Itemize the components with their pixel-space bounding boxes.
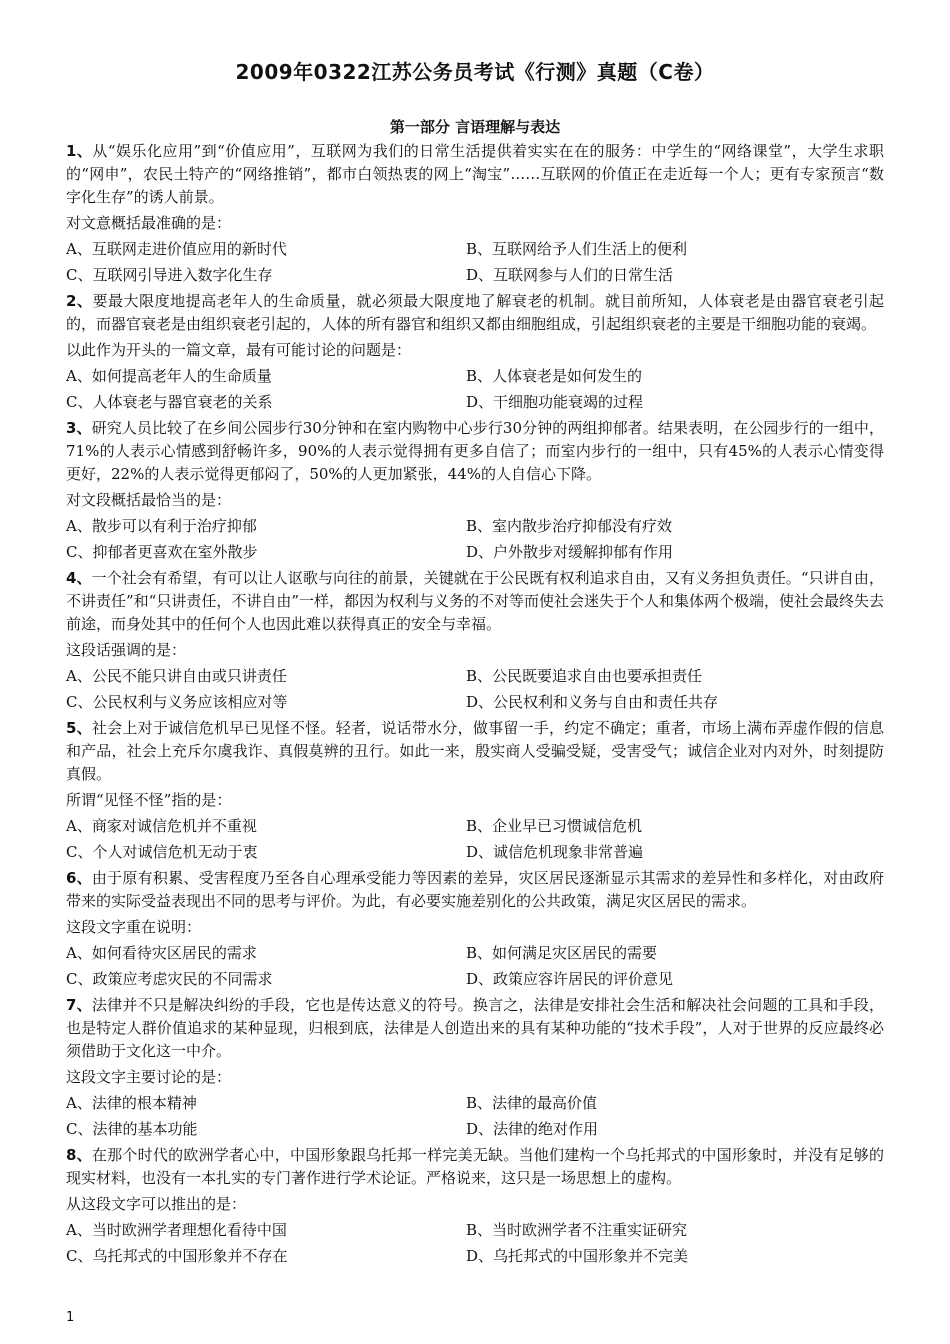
question-1 [66, 140, 884, 287]
option-b: B、室内散步治疗抑郁没有疗效 [466, 517, 673, 535]
question-text: 在那个时代的欧洲学者心中，中国形象跟乌托邦一样完美无缺。当他们建构一个乌托邦式的中国形象时，并没有足够的现实材料，也没有一本扎实的专门著作进行学术论证。严格说来，这只是一场思想上的虚构。 [66, 1146, 885, 1187]
question-stem [66, 1144, 884, 1190]
option-c: C、乌托邦式的中国形象并不存在 [66, 1247, 288, 1265]
question-7 [66, 994, 884, 1141]
option-b: B、企业早已习惯诚信危机 [466, 817, 643, 835]
option-a: A、商家对诚信危机并不重视 [66, 817, 257, 835]
option-b: B、互联网给予人们生活上的便利 [466, 240, 688, 258]
question-prompt: 这段文字主要讨论的是： [66, 1068, 232, 1086]
section-title: 第一部分 言语理解与表达 [389, 118, 561, 136]
question-stem [66, 567, 884, 636]
option-b: B、当时欧洲学者不注重实证研究 [466, 1221, 688, 1239]
option-d: D、法律的绝对作用 [466, 1120, 599, 1138]
option-d: D、乌托邦式的中国形象并不完美 [466, 1247, 689, 1265]
option-d: D、政策应容许居民的评价意见 [466, 970, 674, 988]
question-stem [66, 717, 884, 786]
question-number: 4、 [66, 569, 92, 587]
question-prompt: 所谓“见怪不怪”指的是： [66, 791, 232, 809]
question-6 [66, 867, 884, 991]
question-stem [66, 417, 884, 486]
option-b: B、如何满足灾区居民的需要 [466, 944, 658, 962]
option-c: C、抑郁者更喜欢在室外散步 [66, 543, 258, 561]
page-number: 1 [66, 1310, 75, 1325]
option-b: B、人体衰老是如何发生的 [466, 367, 643, 385]
question-stem [66, 994, 884, 1063]
option-d: D、公民权利和义务与自由和责任共存 [466, 693, 719, 711]
question-text: 研究人员比较了在乡间公园步行30分钟和在室内购物中心步行30分钟的两组抑郁者。结果表明，在公园步行的一组中，71%的人表示心情感到舒畅许多，90%的人表示觉得拥有更多自信了；而室内步行的一组中，只有45%的人表示心情变得更好，22%的人表示觉得更郁闷了，50%的人更加紧张，44%的人自信心下降。 [66, 419, 884, 483]
question-stem [66, 140, 884, 209]
question-text: 一个社会有希望，有可以让人讴歌与向往的前景，关键就在于公民既有权利追求自由，又有义务担负责任。“只讲自由，不讲责任”和“只讲责任，不讲自由”一样，都因为权利与义务的不对等而使社会迷失于个人和集体两个极端，使社会最终失去前途，而身处其中的任何个人也因此难以获得真正的安全与幸福。 [66, 569, 885, 633]
question-text: 法律并不只是解决纠纷的手段，它也是传达意义的符号。换言之，法律是安排社会生活和解决社会问题的工具和手段，也是特定人群价值追求的某种显现，归根到底，法律是人创造出来的具有某种功能的“技术手段”，人对于世界的反应最终必须借助于文化这一中介。 [66, 996, 885, 1060]
option-d: D、干细胞功能衰竭的过程 [466, 393, 644, 411]
question-text: 由于原有积累、受害程度乃至各自心理承受能力等因素的差异，灾区居民逐渐显示其需求的差异性和多样化，对由政府带来的实际受益表现出不同的思考与评价。为此，有必要实施差别化的公共政策，满足灾区居民的需求。 [66, 869, 885, 910]
options-grid [66, 942, 884, 991]
question-3 [66, 417, 884, 564]
option-c: C、个人对诚信危机无动于衷 [66, 843, 258, 861]
option-c: C、互联网引导进入数字化生存 [66, 266, 273, 284]
question-prompt: 对文意概括最准确的是： [66, 214, 232, 232]
option-b: B、法律的最高价值 [466, 1094, 598, 1112]
option-c: C、法律的基本功能 [66, 1120, 198, 1138]
question-list [66, 140, 884, 1271]
question-8 [66, 1144, 884, 1268]
options-grid [66, 815, 884, 864]
document-title: 2009年0322江苏公务员考试《行测》真题（C卷） [235, 60, 715, 84]
options-grid [66, 665, 884, 714]
option-a: A、互联网走进价值应用的新时代 [66, 240, 287, 258]
question-text: 从“娱乐化应用”到“价值应用”，互联网为我们的日常生活提供着实实在在的服务：中学生的“网络课堂”，大学生求职的“网申”，农民土特产的“网络推销”，都市白领热衷的网上“淘宝”……互联网的价值正在走近每一个人；更有专家预言“数字化生存”的诱人前景。 [66, 142, 884, 206]
question-prompt: 这段话强调的是： [66, 641, 187, 659]
option-c: C、政策应考虑灾民的不同需求 [66, 970, 273, 988]
question-number: 5、 [66, 719, 92, 737]
options-grid [66, 365, 884, 414]
question-prompt: 对文段概括最恰当的是： [66, 491, 232, 509]
options-grid [66, 1092, 884, 1141]
question-text: 要最大限度地提高老年人的生命质量，就必须最大限度地了解衰老的机制。就目前所知，人体衰老是由器官衰老引起的，而器官衰老是由组织衰老引起的，人体的所有器官和组织又都由细胞组成，引起组织衰老的主要是干细胞功能的衰竭。 [66, 292, 884, 333]
question-prompt: 这段文字重在说明： [66, 918, 202, 936]
option-a: A、公民不能只讲自由或只讲责任 [66, 667, 287, 685]
option-c: C、公民权利与义务应该相应对等 [66, 693, 288, 711]
question-4 [66, 567, 884, 714]
option-a: A、如何看待灾区居民的需求 [66, 944, 257, 962]
question-number: 2、 [66, 292, 93, 310]
option-d: D、诚信危机现象非常普遍 [466, 843, 644, 861]
question-stem [66, 867, 884, 913]
options-grid [66, 238, 884, 287]
question-prompt: 以此作为开头的一篇文章，最有可能讨论的问题是： [66, 341, 412, 359]
options-grid [66, 1219, 884, 1268]
option-d: D、互联网参与人们的日常生活 [466, 266, 674, 284]
question-5 [66, 717, 884, 864]
question-number: 7、 [66, 996, 92, 1014]
question-2 [66, 290, 884, 414]
option-a: A、如何提高老年人的生命质量 [66, 367, 272, 385]
option-d: D、户外散步对缓解抑郁有作用 [466, 543, 674, 561]
question-number: 8、 [66, 1146, 92, 1164]
question-number: 3、 [66, 419, 92, 437]
question-text: 社会上对于诚信危机早已见怪不怪。轻者，说话带水分，做事留一手，约定不确定；重者，市场上满布弄虚作假的信息和产品，社会上充斥尔虞我诈、真假莫辨的丑行。如此一来，殷实商人受骗受疑，受害受气；诚信企业对内对外，时刻提防真假。 [66, 719, 885, 783]
question-stem [66, 290, 884, 336]
question-number: 1、 [66, 142, 93, 160]
question-number: 6、 [66, 869, 92, 887]
option-a: A、当时欧洲学者理想化看待中国 [66, 1221, 287, 1239]
option-c: C、人体衰老与器官衰老的关系 [66, 393, 273, 411]
question-prompt: 从这段文字可以推出的是： [66, 1195, 247, 1213]
option-b: B、公民既要追求自由也要承担责任 [466, 667, 703, 685]
option-a: A、法律的根本精神 [66, 1094, 197, 1112]
option-a: A、散步可以有利于治疗抑郁 [66, 517, 257, 535]
options-grid [66, 515, 884, 564]
